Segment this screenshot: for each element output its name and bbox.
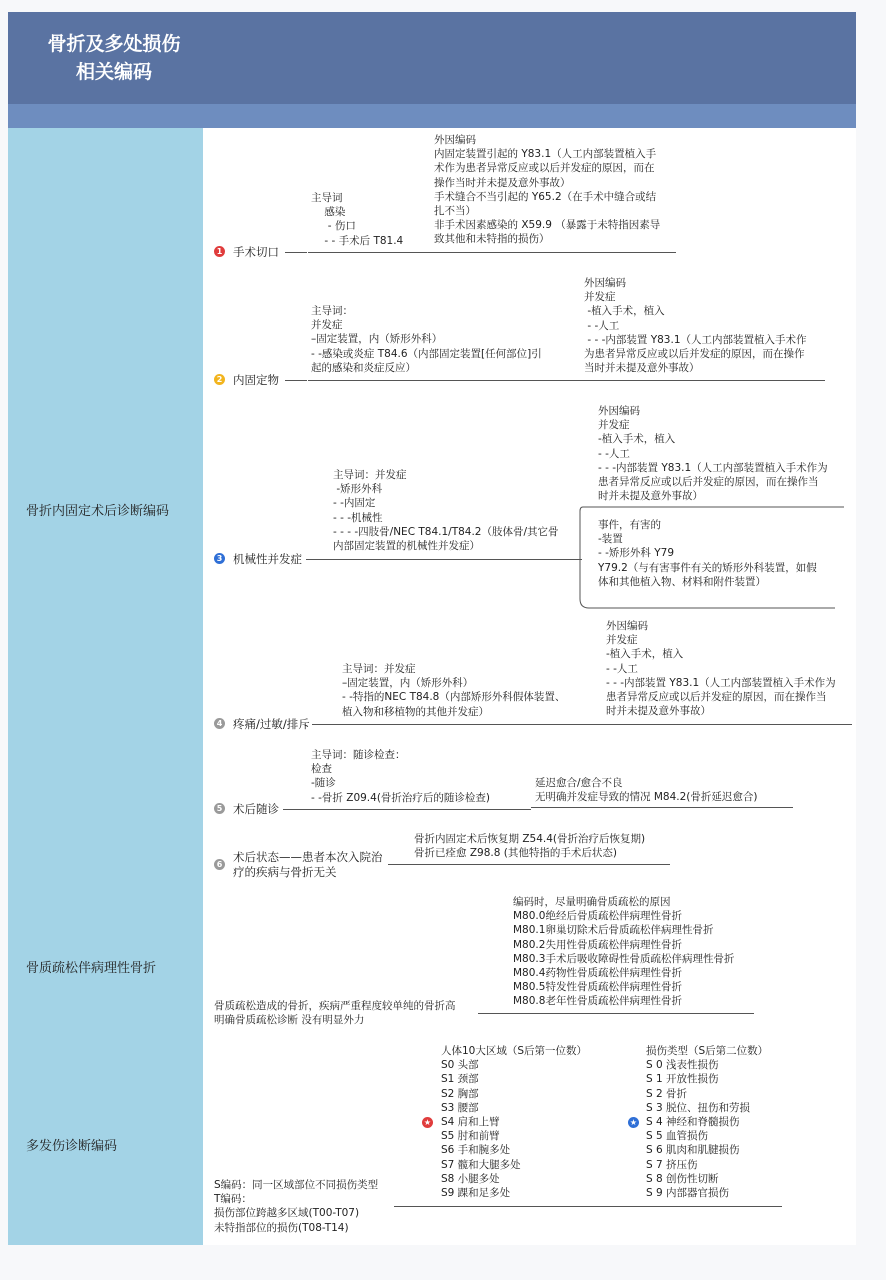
connector-line (422, 252, 676, 253)
connector-line (308, 380, 580, 381)
item-label-mechanical: 机械性并发症 (233, 552, 302, 566)
multiple-note: S编码：同一区域部位不同损伤类型 T编码： 损伤部位跨越多区域(T00-T07) 未特指部位的损伤(T08-T14) (214, 1179, 379, 1234)
external-cause-block: 外因编码 并发症 -植入手术，植入 - -人工 - - -内部装置 Y83.1（人工内部装置植入手术作为 患者异常反应或以后并发症的原因，而在操作当 时并未提及意外事故） (606, 620, 836, 718)
connector-line (338, 724, 600, 725)
header (8, 12, 856, 104)
item-label-pain: 疼痛/过敏/排斥 (233, 717, 310, 731)
item-label-followup: 术后随诊 (233, 802, 279, 816)
item-number-badge: 4 (214, 718, 225, 729)
main-term-block: 主导词：并发症 –固定装置，内（矫形外科） - -特指的NEC T84.8（内部矫形外科假体装置、 植入物和移植物的其他并发症） (342, 663, 566, 718)
connector-line (388, 864, 670, 865)
connector-line (307, 809, 531, 810)
region-item: S4 肩和上臂 (441, 1116, 500, 1128)
main-term-block: 主导词：随诊检查： 检查 -随诊 - -骨折 Z09.4(骨折治疗后的随诊检查) (311, 749, 491, 804)
injury-type-title: 损伤类型（S后第二位数） (646, 1045, 769, 1057)
external-cause-block: 外因编码 并发症 -植入手术，植入 - -人工 - - -内部装置 Y83.1（人工内部装置植入手术作为 患者异常反应或以后并发症的原因，而在操作当 时并未提及意外事故） (598, 405, 828, 503)
injury-item: S 5 血管损伤 (646, 1130, 709, 1142)
connector-line (308, 252, 422, 253)
main-term-block: 主导词： 并发症 –固定装置，内（矫形外科） - -感染或炎症 T84.6（内部固定装置[任何部位]引 起的感染和炎症反应） (311, 305, 542, 374)
item-number-badge: 2 (214, 374, 225, 385)
item-number-badge: 6 (214, 859, 225, 870)
region-item: S0 头部 (441, 1059, 479, 1071)
injury-item: S 3 脱位、扭伤和劳损 (646, 1102, 751, 1114)
osteoporosis-note: 骨质疏松造成的骨折，疾病严重程度较单纯的骨折高 明确骨质疏松诊断 没有明显外力 (214, 1000, 456, 1027)
connector-line (283, 809, 307, 810)
item-number-badge: 1 (214, 246, 225, 257)
osteoporosis-codes: 编码时，尽量明确骨质疏松的原因 M80.0绝经后骨质疏松伴病理性骨折 M80.1卵巢切除术后骨质疏松伴病理性骨折 M80.2失用性骨质疏松伴病理性骨折 M80.3手术后吸收障碍性骨质疏松伴病理性骨折 M80.4药物性骨质疏松伴病理性骨折 M80.5特发性骨质疏松伴病理性骨折 M80.8老年性骨质疏松伴病理性骨折 (513, 896, 735, 1008)
region-item: S3 腰部 (441, 1102, 479, 1114)
connector-line (285, 380, 307, 381)
connector-line (330, 559, 582, 560)
star-icon: ★ (423, 1118, 432, 1127)
connector-line (285, 252, 307, 253)
regions-title: 人体10大区域（S后第一位数） (441, 1045, 588, 1057)
injury-item: S 0 浅表性损伤 (646, 1059, 719, 1071)
category-column (8, 128, 203, 1245)
injury-item: S 2 骨折 (646, 1088, 688, 1100)
injury-item: S 8 创伤性切断 (646, 1173, 719, 1185)
page-title: 骨折及多处损伤 相关编码 (47, 33, 181, 83)
connector-line (478, 1013, 510, 1014)
injury-item: S 4 神经和脊髓损伤 (646, 1116, 740, 1128)
region-item: S8 小腿多处 (441, 1173, 500, 1185)
header-band (8, 104, 856, 128)
region-item: S1 颈部 (441, 1073, 479, 1085)
region-item: S5 肘和前臂 (441, 1130, 500, 1142)
star-icon: ★ (629, 1118, 638, 1127)
region-item: S2 胸部 (441, 1088, 479, 1100)
category-osteoporosis: 骨质疏松伴病理性骨折 (26, 961, 157, 976)
note-block: 延迟愈合/愈合不良 无明确并发症导致的情况 M84.2(骨折延迟愈合) (535, 777, 758, 804)
item-number-badge: 3 (214, 553, 225, 564)
injury-item: S 6 肌肉和肌腱损伤 (646, 1144, 740, 1156)
item-label-implant: 内固定物 (233, 373, 279, 387)
connector-line (600, 724, 852, 725)
region-item: S9 踝和足多处 (441, 1187, 511, 1199)
injury-item: S 7 挤压伤 (646, 1159, 698, 1171)
bracket-connector (578, 500, 848, 612)
main-term-block: 主导词 感染 - 伤口 - - 手术后 T81.4 (311, 192, 404, 247)
connector-line (531, 807, 793, 808)
external-cause-block: 外因编码 并发症 -植入手术，植入 - -人工 - - -内部装置 Y83.1（人工内部装置植入手术作 为患者异常反应或以后并发症的原因，而在操作 当时并未提及意外事故） (584, 277, 807, 375)
connector-line (312, 724, 338, 725)
region-item: S6 手和腕多处 (441, 1144, 511, 1156)
injury-item: S 1 开放性损伤 (646, 1073, 719, 1085)
item-label-incision: 手术切口 (233, 245, 279, 259)
injury-item: S 9 内部器官损伤 (646, 1187, 730, 1199)
connector-line (394, 1206, 782, 1207)
item-label-post-status: 术后状态——患者本次入院治 疗的疾病与骨折无关 (233, 850, 383, 879)
item-number-badge: 5 (214, 803, 225, 814)
connector-line (580, 380, 825, 381)
external-cause-block: 外因编码 内固定装置引起的 Y83.1（人工内部装置植入手 术作为患者异常反应或以后并发症的原因，而在 操作当时并未提及意外事故） 手术缝合不当引起的 Y65.2（在手术中缝合或结 扎不当） 非手术因素感染的 X59.9 （暴露于未特指因素导 致其他和未特指的损伤） (434, 134, 661, 246)
codes-block: 骨折内固定术后恢复期 Z54.4(骨折治疗后恢复期) 骨折已痊愈 Z98.8 (其他特指的手术后状态) (414, 833, 646, 860)
connector-line (306, 559, 330, 560)
connector-line (510, 1013, 754, 1014)
event-block: 事件，有害的 -装置 - -矫形外科 Y79 Y79.2（与有害事件有关的矫形外科装置，如假 体和其他植入物、材料和附件装置） (598, 519, 817, 588)
category-multiple-injury: 多发伤诊断编码 (26, 1139, 118, 1154)
region-item: S7 髋和大腿多处 (441, 1159, 521, 1171)
main-term-block: 主导词：并发症 -矫形外科 - -内固定 - - -机械性 - - - -四肢骨/NEC T84.1/T84.2（肢体骨/其它骨 内部固定装置的机械性并发症） (333, 469, 559, 553)
category-fixation: 骨折内固定术后诊断编码 (26, 504, 170, 519)
